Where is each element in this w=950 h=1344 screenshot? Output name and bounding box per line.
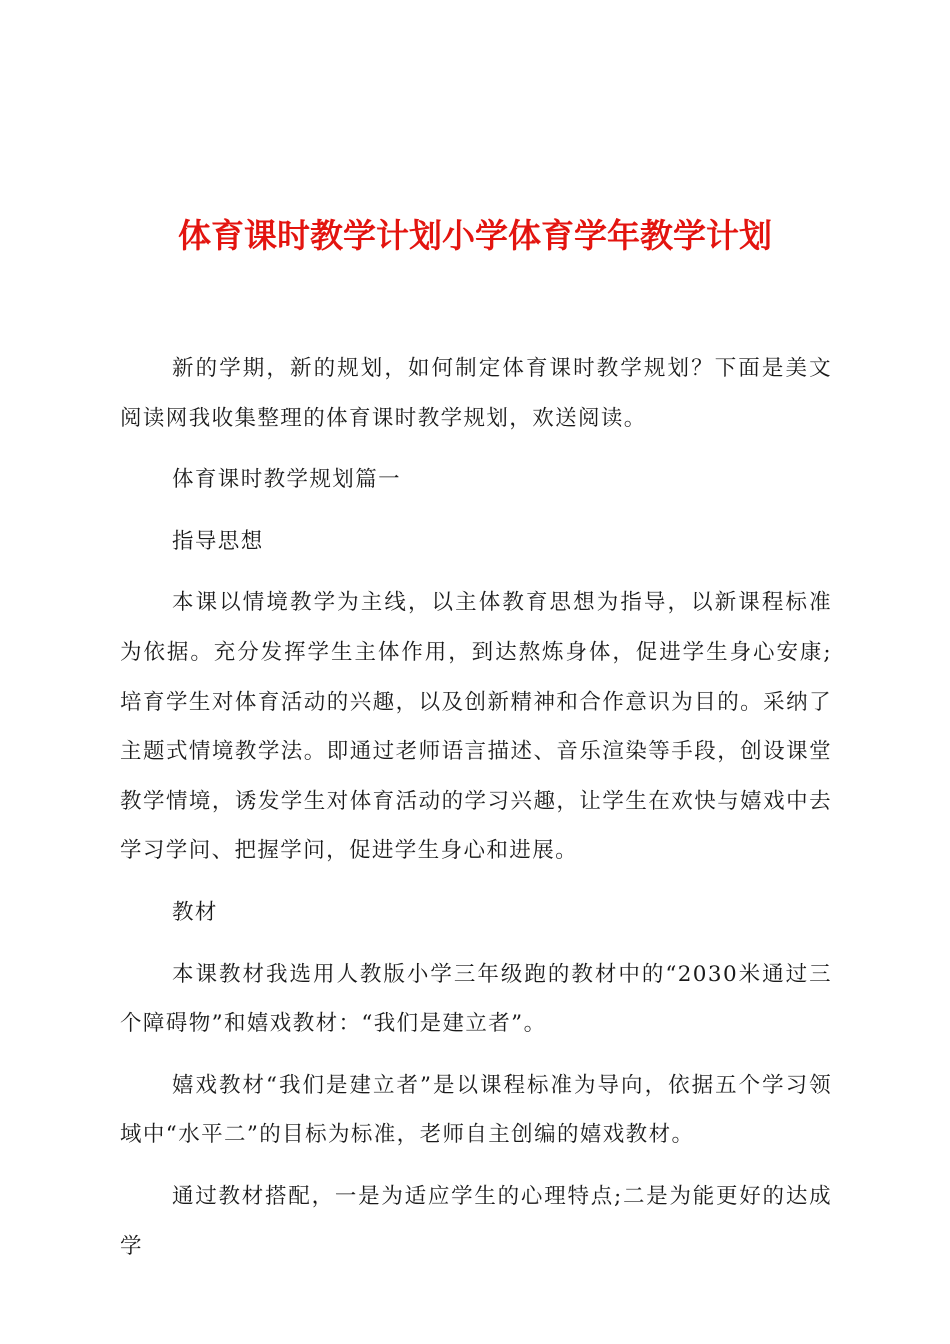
document-body — [120, 344, 832, 1283]
paragraph-materials: 本课教材我选用人教版小学三年级跑的教材中的“2030米通过三个障碍物”和嬉戏教材：“我们是建立者”。 — [120, 961, 832, 1037]
section-heading-guiding-thought: 指导思想 — [172, 528, 264, 554]
section-heading-plan-one: 体育课时教学规划篇一 — [172, 467, 402, 493]
paragraph-intro: 新的学期，新的规划，如何制定体育课时教学规划？下面是美文阅读网我收集整理的体育课时教学规划，欢送阅读。 — [120, 356, 832, 431]
document-title: 体育课时教学计划小学体育学年教学计划 — [178, 216, 772, 255]
section-heading-materials: 教材 — [172, 899, 218, 925]
paragraph-materials-pairing: 通过教材搭配，一是为适应学生的心理特点;二是为能更好的达成学 — [120, 1183, 832, 1259]
paragraph-game-materials: 嬉戏教材“我们是建立者”是以课程标准为导向，依据五个学习领域中“水平二”的目标为标准，老师自主创编的嬉戏教材。 — [120, 1072, 832, 1148]
paragraph-guiding-thought: 本课以情境教学为主线，以主体教育思想为指导，以新课程标准为依据。充分发挥学生主体作用，到达熬炼身体，促进学生身心安康;培育学生对体育活动的兴趣，以及创新精神和合作意识为目的。采纳了主题式情境教学法。即通过老师语言描述、音乐渲染等手段，创设课堂教学情境，诱发学生对体育活动的学习兴趣，让学生在欢快与嬉戏中去学习学问、把握学问，促进学生身心和进展。 — [120, 590, 832, 864]
